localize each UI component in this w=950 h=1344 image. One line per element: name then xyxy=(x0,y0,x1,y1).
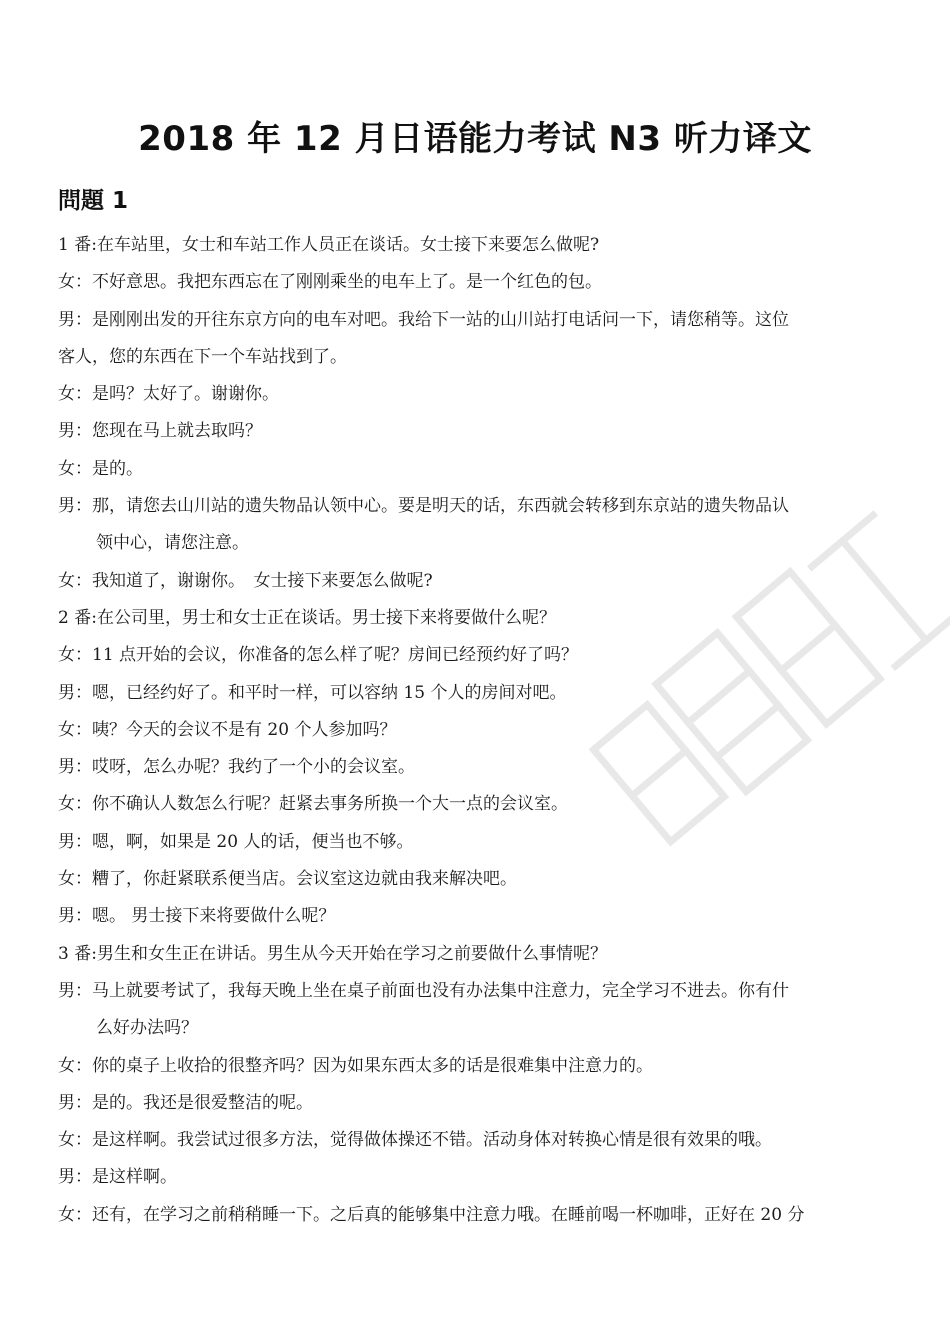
section-heading: 問題 1 xyxy=(58,188,129,214)
transcript-line: 女：11 点开始的会议，你准备的怎么样了呢？房间已经预约好了吗？ xyxy=(58,645,579,666)
transcript-line: 1 番:在车站里，女士和车站工作人员正在谈话。女士接下来要怎么做呢? xyxy=(58,235,600,255)
transcript-line: 女：是吗？太好了。谢谢你。 xyxy=(58,384,279,405)
transcript-line: 领中心，请您注意。 xyxy=(96,533,249,554)
transcript-line: 男：那，请您去山川站的遗失物品认领中心。要是明天的话，东西就会转移到东京站的遗失物品认 xyxy=(58,496,789,517)
transcript-line: 男：嗯，已经约好了。和平时一样，可以容纳 15 个人的房间对吧。 xyxy=(58,682,567,703)
transcript-line: 男：嗯，啊，如果是 20 人的话，便当也不够。 xyxy=(58,831,414,852)
transcript-line: 女：你的桌子上收拾的很整齐吗？因为如果东西太多的话是很难集中注意力的。 xyxy=(58,1055,653,1076)
transcript-line: 女：咦？今天的会议不是有 20 个人参加吗？ xyxy=(58,719,397,740)
transcript-line: 男：您现在马上就去取吗？ xyxy=(58,421,262,442)
transcript-line: 男：马上就要考试了，我每天晚上坐在桌子前面也没有办法集中注意力，完全学习不进去。你有什 xyxy=(58,980,789,1001)
transcript-line: 女：我知道了，谢谢你。 女士接下来要怎么做呢? xyxy=(58,570,433,591)
transcript-line: 女：糟了，你赶紧联系便当店。会议室这边就由我来解决吧。 xyxy=(58,869,517,890)
transcript-line: 女：是的。 xyxy=(58,458,143,479)
transcript-line: 客人，您的东西在下一个车站找到了。 xyxy=(58,346,347,367)
transcript-line: 女：你不确认人数怎么行呢？赶紧去事务所换一个大一点的会议室。 xyxy=(58,794,568,815)
transcript-line: 女：不好意思。我把东西忘在了刚刚乘坐的电车上了。是一个红色的包。 xyxy=(58,272,602,293)
transcript-line: 男：嗯。 男士接下来将要做什么呢？ xyxy=(58,906,336,927)
transcript-line: 么好办法吗？ xyxy=(96,1018,198,1039)
transcript-line: 男：哎呀，怎么办呢？我约了一个小的会议室。 xyxy=(58,757,415,778)
transcript-line: 男：是刚刚出发的开往东京方向的电车对吧。我给下一站的山川站打电话问一下，请您稍等。这位 xyxy=(58,309,789,330)
transcript-line: 2 番:在公司里，男士和女士正在谈话。男士接下来将要做什么呢？ xyxy=(58,607,556,628)
transcript-body xyxy=(58,227,900,1234)
transcript-line: 3 番:男生和女生正在讲话。男生从今天开始在学习之前要做什么事情呢？ xyxy=(58,943,607,964)
document-title: 2018 年 12 月日语能力考试 N3 听力译文 xyxy=(138,119,812,159)
transcript-line: 女：还有，在学习之前稍稍睡一下。之后真的能够集中注意力哦。在睡前喝一杯咖啡，正好在 20 分 xyxy=(58,1204,805,1225)
transcript-line: 男：是这样啊。 xyxy=(58,1167,177,1188)
transcript-line: 女：是这样啊。我尝试过很多方法，觉得做体操还不错。活动身体对转换心情是很有效果的哦。 xyxy=(58,1130,772,1151)
transcript-line: 男：是的。我还是很爱整洁的呢。 xyxy=(58,1092,313,1113)
